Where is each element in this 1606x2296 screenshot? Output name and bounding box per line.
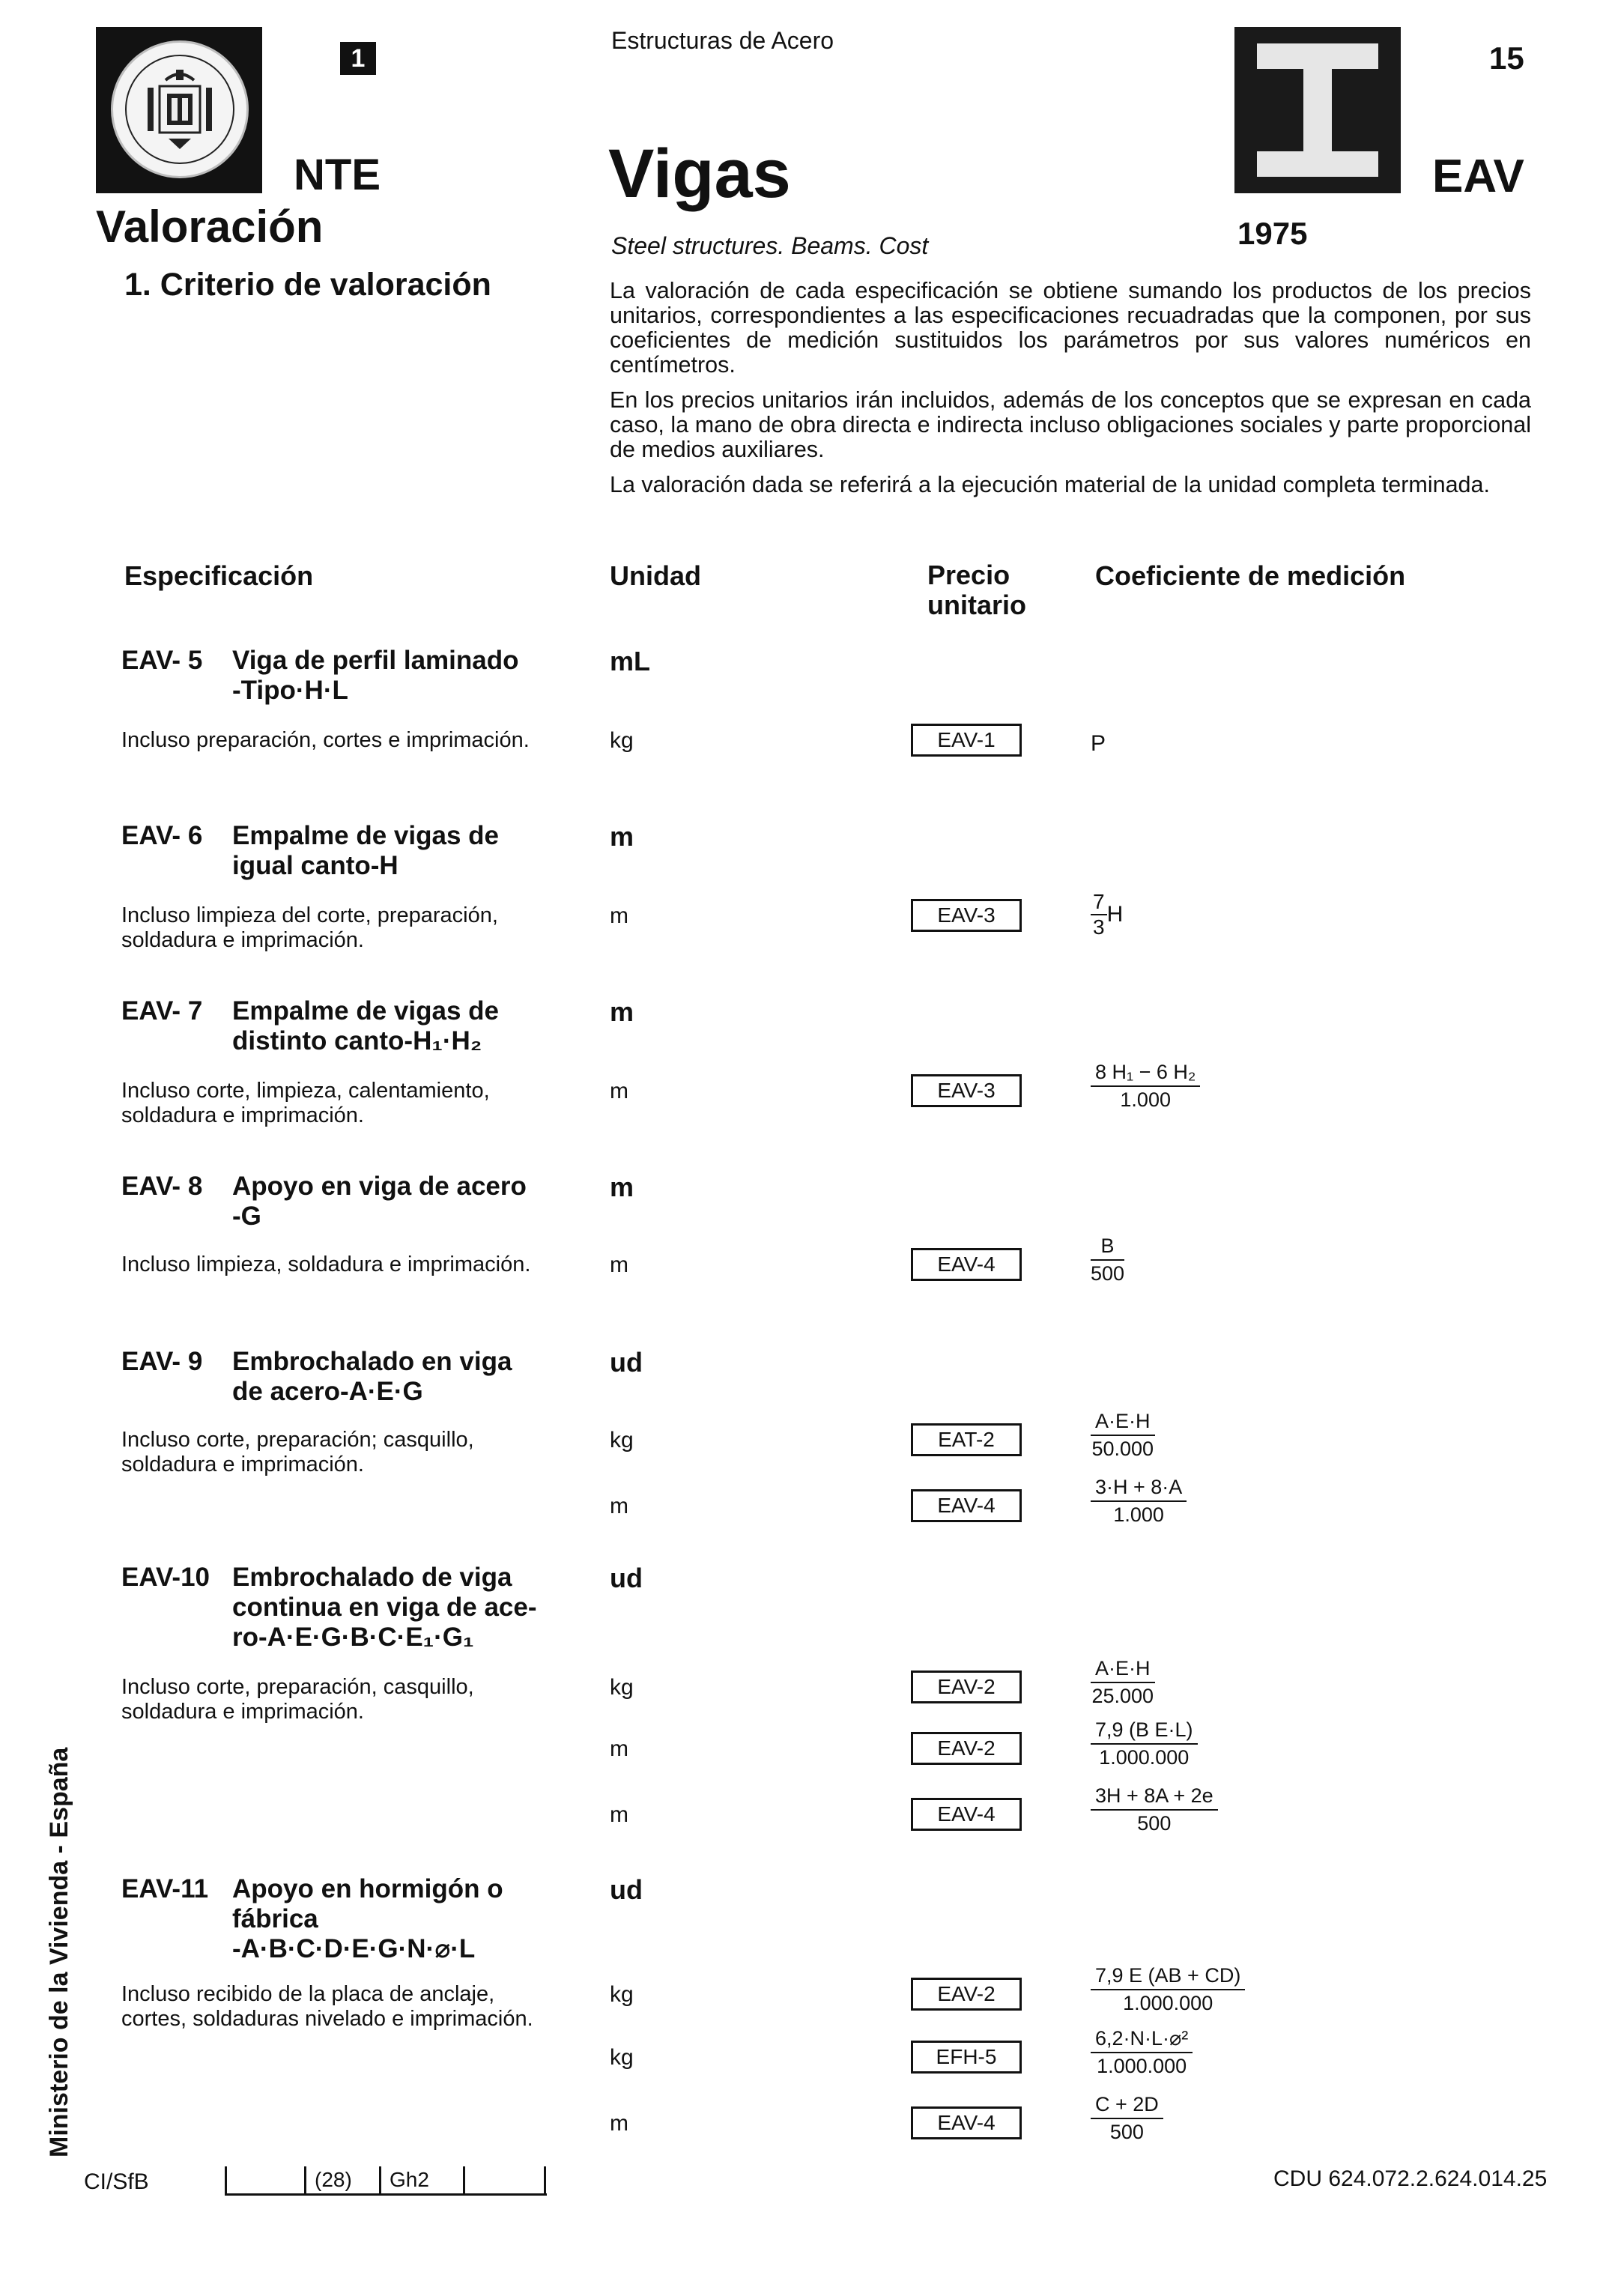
unit-price-ref: EFH-5 bbox=[911, 2041, 1022, 2074]
spec-unit: m bbox=[610, 996, 634, 1027]
subsection-title: 1. Criterio de valoración bbox=[124, 267, 491, 303]
spec-title bbox=[121, 821, 571, 881]
section-title: Valoración bbox=[96, 202, 324, 252]
cisfb-label: CI/SfB bbox=[84, 2169, 149, 2194]
spec-unit: ud bbox=[610, 1563, 643, 1593]
row-unit: m bbox=[610, 1802, 628, 1827]
row-unit: kg bbox=[610, 728, 634, 753]
spec-description: Incluso corte, limpieza, calentamiento, soldadura e imprimación. bbox=[121, 1079, 490, 1127]
intro-paragraph-1: La valoración de cada especificación se obtiene sumando los productos de los precios unitarios, correspondientes a las especificaciones recuadradas que la componen, por sus coeficientes de medición sustituidos los parámetros por sus valores numéricos en centímetros. bbox=[610, 278, 1531, 378]
spec-unit: ud bbox=[610, 1347, 643, 1378]
spec-title-line-1: Embrochalado de viga bbox=[232, 1563, 512, 1592]
row-unit: m bbox=[610, 2111, 628, 2136]
coefficient-numerator: 6,2·N·L·⌀² bbox=[1091, 2027, 1193, 2053]
coefficient-denominator: 500 bbox=[1109, 2121, 1144, 2143]
coefficient-numerator: A·E·H bbox=[1091, 1410, 1155, 1436]
coefficient-fraction bbox=[1091, 1718, 1198, 1769]
coefficient-fraction bbox=[1091, 1410, 1155, 1461]
coefficient-numerator: 7,9 E (AB + CD) bbox=[1091, 1964, 1245, 1990]
i-beam-logo bbox=[1234, 27, 1401, 193]
year: 1975 bbox=[1237, 216, 1308, 251]
page-number: 15 bbox=[1489, 40, 1524, 76]
spec-title-line-1: Viga de perfil laminado bbox=[232, 646, 519, 675]
spec-code: EAV-10 bbox=[121, 1563, 210, 1592]
intro-paragraph-3: La valoración dada se referirá a la ejecución material de la unidad completa terminada. bbox=[610, 472, 1490, 497]
spec-title bbox=[121, 1347, 571, 1407]
seal-emblem-icon bbox=[113, 43, 246, 176]
coefficient-fraction bbox=[1091, 1964, 1245, 2015]
series-number-badge: 1 bbox=[340, 42, 376, 75]
spec-title-line-3: -A·B·C·D·E·G·N·⌀·L bbox=[232, 1934, 476, 1963]
unit-price-ref: EAV-4 bbox=[911, 1798, 1022, 1831]
intro-paragraph-2: En los precios unitarios irán incluidos, además de los conceptos que se expresan en cada caso, la mano de obra directa e indirecta incluso obligaciones sociales y parte proporcional de medios auxiliares. bbox=[610, 387, 1531, 462]
coefficient bbox=[1091, 890, 1123, 939]
spec-title-line-3: ro-A·E·G·B·C·E₁·G₁ bbox=[232, 1623, 474, 1652]
unit-price-ref: EAV-4 bbox=[911, 1248, 1022, 1281]
spec-code: EAV- 7 bbox=[121, 996, 203, 1026]
spec-title bbox=[121, 1563, 571, 1653]
spec-title-line-1: Empalme de vigas de bbox=[232, 996, 499, 1026]
english-subtitle: Steel structures. Beams. Cost bbox=[611, 232, 929, 259]
unit-price-ref: EAV-2 bbox=[911, 1978, 1022, 2011]
coefficient-fraction bbox=[1091, 1476, 1187, 1527]
row-unit: m bbox=[610, 1252, 628, 1277]
document-code: EAV bbox=[1432, 151, 1524, 202]
cdu-code: CDU 624.072.2.624.014.25 bbox=[1273, 2166, 1548, 2191]
coefficient-fraction bbox=[1091, 1784, 1218, 1835]
coefficient-numerator: 7 bbox=[1091, 890, 1107, 915]
spec-unit: mL bbox=[610, 646, 650, 676]
spec-unit: m bbox=[610, 1172, 634, 1202]
spec-title-line-1: Embrochalado en viga bbox=[232, 1347, 512, 1376]
nte-label: NTE bbox=[294, 151, 381, 199]
header-spec: Especificación bbox=[124, 560, 314, 591]
row-unit: m bbox=[610, 903, 628, 928]
unit-price-ref: EAT-2 bbox=[911, 1423, 1022, 1456]
spec-code: EAV-11 bbox=[121, 1874, 209, 1903]
spec-title bbox=[121, 646, 571, 706]
row-unit: kg bbox=[610, 1675, 634, 1700]
coefficient-fraction bbox=[1091, 2027, 1193, 2078]
spec-title bbox=[121, 996, 571, 1056]
spec-description: Incluso corte, preparación, casquillo, soldadura e imprimación. bbox=[121, 1675, 474, 1724]
topic-label: Estructuras de Acero bbox=[611, 27, 834, 54]
cisfb-boxes bbox=[225, 2163, 547, 2196]
intro-text bbox=[610, 279, 1531, 508]
spec-title-line-2: -Tipo·H·L bbox=[232, 676, 348, 705]
cisfb-box-1: (28) bbox=[315, 2168, 352, 2191]
unit-price-ref: EAV-2 bbox=[911, 1732, 1022, 1765]
spec-description: Incluso corte, preparación; casquillo, soldadura e imprimación. bbox=[121, 1428, 474, 1476]
coefficient-numerator: 3H + 8A + 2e bbox=[1091, 1784, 1218, 1811]
coefficient-denominator: 1.000 bbox=[1113, 1503, 1164, 1526]
coefficient-numerator: 7,9 (B E·L) bbox=[1091, 1718, 1198, 1745]
unit-price-ref: EAV-2 bbox=[911, 1670, 1022, 1703]
spec-unit: m bbox=[610, 821, 634, 852]
coefficient-denominator: 50.000 bbox=[1091, 1438, 1154, 1460]
coefficient-fraction bbox=[1091, 1061, 1200, 1112]
unit-price-ref: EAV-3 bbox=[911, 1074, 1022, 1107]
spec-title-line-2: fábrica bbox=[232, 1904, 318, 1933]
row-unit: kg bbox=[610, 2045, 634, 2070]
spec-description: Incluso recibido de la placa de anclaje, cortes, soldaduras nivelado e imprimación. bbox=[121, 1982, 533, 2031]
coefficient: P bbox=[1091, 731, 1106, 756]
header-price: Precio unitario bbox=[927, 560, 1026, 620]
spec-title-line-1: Apoyo en viga de acero bbox=[232, 1172, 527, 1201]
spec-description: Incluso limpieza del corte, preparación, soldadura e imprimación. bbox=[121, 903, 498, 952]
unit-price-ref: EAV-3 bbox=[911, 899, 1022, 932]
spec-title-line-1: Apoyo en hormigón o bbox=[232, 1874, 503, 1903]
spec-title-line-2: de acero-A·E·G bbox=[232, 1377, 423, 1406]
header-unit: Unidad bbox=[610, 560, 701, 591]
spec-description: Incluso limpieza, soldadura e imprimación. bbox=[121, 1252, 531, 1276]
spec-unit: ud bbox=[610, 1874, 643, 1905]
spec-description: Incluso preparación, cortes e imprimación. bbox=[121, 728, 530, 752]
coefficient-numerator: C + 2D bbox=[1091, 2093, 1163, 2119]
coefficient-fraction bbox=[1091, 1657, 1155, 1708]
header-coef: Coeficiente de medición bbox=[1095, 560, 1406, 591]
coefficient-numerator: A·E·H bbox=[1091, 1657, 1155, 1683]
row-unit: kg bbox=[610, 1428, 634, 1453]
coefficient-fraction bbox=[1091, 890, 1107, 939]
spec-code: EAV- 8 bbox=[121, 1172, 203, 1201]
unit-price-ref: EAV-4 bbox=[911, 2106, 1022, 2139]
seal-coin bbox=[111, 40, 249, 178]
spec-code: EAV- 9 bbox=[121, 1347, 203, 1376]
spec-title-line-2: -G bbox=[232, 1202, 261, 1231]
coefficient-denominator: 1.000 bbox=[1120, 1088, 1171, 1111]
row-unit: m bbox=[610, 1494, 628, 1518]
coefficient-denominator: 500 bbox=[1091, 1262, 1125, 1285]
coefficient-fraction bbox=[1091, 1235, 1124, 1285]
coefficient-denominator: 500 bbox=[1137, 1812, 1172, 1835]
coefficient-numerator: B bbox=[1091, 1235, 1124, 1261]
seal-logo bbox=[96, 27, 262, 193]
row-unit: kg bbox=[610, 1982, 634, 2007]
coefficient-numerator: 3·H + 8·A bbox=[1091, 1476, 1187, 1502]
spec-title-line-1: Empalme de vigas de bbox=[232, 821, 499, 850]
coefficient-suffix: H bbox=[1106, 902, 1124, 927]
spec-title bbox=[121, 1874, 571, 1964]
row-unit: m bbox=[610, 1079, 628, 1103]
coefficient-denominator: 1.000.000 bbox=[1097, 2055, 1187, 2077]
unit-price-ref: EAV-1 bbox=[911, 724, 1022, 757]
spec-code: EAV- 5 bbox=[121, 646, 203, 675]
spec-code: EAV- 6 bbox=[121, 821, 203, 850]
unit-price-ref: EAV-4 bbox=[911, 1489, 1022, 1522]
coefficient-denominator: 1.000.000 bbox=[1123, 1992, 1213, 2014]
i-beam-icon bbox=[1234, 27, 1401, 193]
spec-title-line-2: continua en viga de ace- bbox=[232, 1593, 537, 1622]
page-title: Vigas bbox=[608, 136, 791, 212]
coefficient-fraction bbox=[1091, 2093, 1163, 2144]
spec-title-line-2: distinto canto-H₁·H₂ bbox=[232, 1026, 482, 1055]
spec-title-line-2: igual canto-H bbox=[232, 851, 399, 880]
coefficient-numerator: 8 H₁ − 6 H₂ bbox=[1091, 1061, 1200, 1087]
coefficient-denominator: 3 bbox=[1093, 915, 1105, 939]
coefficient-denominator: 25.000 bbox=[1091, 1685, 1154, 1707]
side-ministry-label: Ministerio de la Vivienda - España bbox=[45, 1747, 73, 2157]
coefficient-denominator: 1.000.000 bbox=[1099, 1746, 1190, 1769]
row-unit: m bbox=[610, 1736, 628, 1761]
spec-title bbox=[121, 1172, 571, 1232]
cisfb-box-2: Gh2 bbox=[390, 2168, 429, 2191]
